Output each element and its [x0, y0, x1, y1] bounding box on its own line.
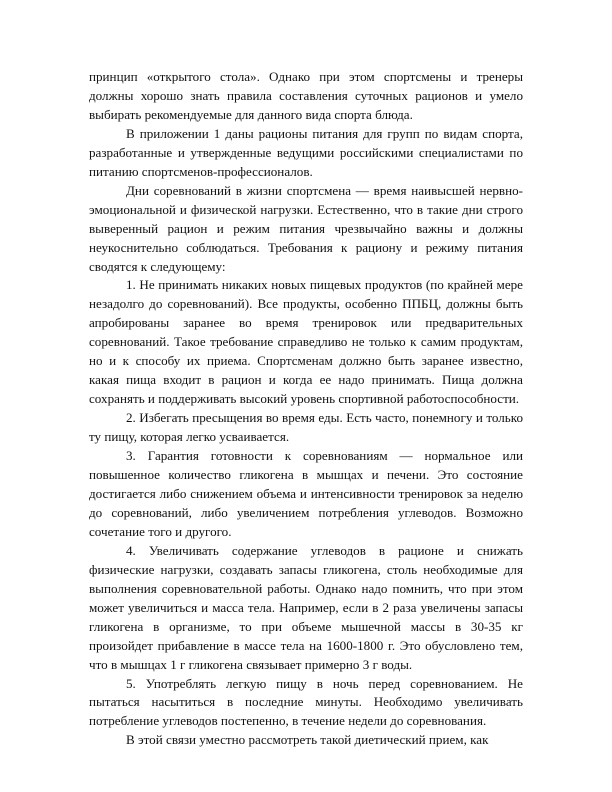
paragraph-closing: В этой связи уместно рассмотреть такой диетический прием, как	[126, 732, 489, 748]
list-item-5: 5. Употреблять легкую пищу в ночь перед соревнованием. Не пытаться насытиться в последние минуты. Необходимо увеличивать потребление углеводов постепенно, в течение недели до соревнования.	[89, 675, 523, 729]
list-item-2: 2. Избегать пресыщения во время еды. Есть часто, понемногу и только ту пищу, которая легко усваивается.	[89, 410, 523, 445]
list-item-1: 1. Не принимать никаких новых пищевых продуктов (по крайней мере незадолго до соревнований). Все продукты, особенно ППБЦ, должны быть апробированы заранее во время тренировок или предварительных соревнований. Такое требование справедливо не только к самим продуктам, но и к способу их приема. Спортсменам должно быть заранее известно, какая пища входит в рацион и когда ее надо принимать. Пища должна сохранять и поддерживать высокий уровень спортивной работоспособности.	[89, 277, 523, 407]
list-item-4: 4. Увеличивать содержание углеводов в рационе и снижать физические нагрузки, создавать запасы гликогена, столь необходимые для выполнения соревновательной работы. Однако надо помнить, что при этом может увеличиться и масса тела. Например, если в 2 раза увеличены запасы гликогена в организме, то при объеме мышечной массы в 30-35 кг произойдет прибавление в массе тела на 1600-1800 г. Это обусловлено тем, что в мышцах 1 г гликогена связывает примерно 3 г воды.	[89, 542, 523, 672]
document-page	[89, 68, 523, 750]
paragraph-competition-days: Дни соревнований в жизни спортсмена — время наивысшей нервно-эмоциональной и физической нагрузки. Естественно, что в такие дни строго выверенный рацион и режим питания чрезвычайно важны и должны неукоснительно соблюдаться. Требования к рациону и режиму питания сводятся к следующему:	[89, 182, 523, 274]
paragraph-appendix-reference: В приложении 1 даны рационы питания для групп по видам спорта, разработанные и утвержденные ведущими российскими специалистами по питанию спортсменов-профессионалов.	[89, 125, 523, 179]
paragraph-continuation: принцип «открытого стола». Однако при этом спортсмены и тренеры должны хорошо знать правила составления суточных рационов и умело выбирать рекомендуемые для данного вида спорта блюда.	[89, 69, 523, 122]
list-item-3: 3. Гарантия готовности к соревнованиям — нормальное или повышенное количество гликогена в мышцах и печени. Это состояние достигается либо снижением объема и интенсивности тренировок за неделю до соревнований, либо увеличением потребления углеводов. Возможно сочетание того и другого.	[89, 448, 523, 539]
